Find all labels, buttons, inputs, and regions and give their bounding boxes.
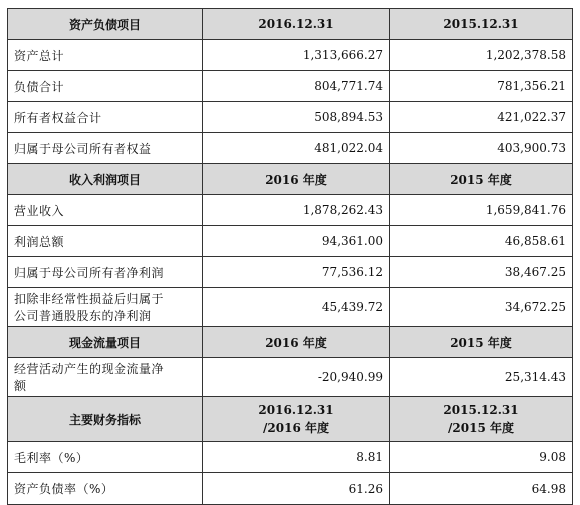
value-2015: 46,858.61 (390, 226, 573, 257)
row-label-line: 公司普通股股东的净利润 (14, 309, 152, 323)
row-label: 营业收入 (8, 195, 203, 226)
value-2015: 421,022.37 (390, 102, 573, 133)
row-label: 资产负债率（%） (8, 473, 203, 505)
table-header-row (8, 397, 573, 442)
row-label: 资产总计 (8, 40, 203, 71)
row-label-line: 经营活动产生的现金流量净 (14, 362, 165, 376)
table-row (8, 473, 573, 505)
table-row (8, 102, 573, 133)
table-row (8, 195, 573, 226)
table-header-row (8, 9, 573, 40)
row-label: 所有者权益合计 (8, 102, 203, 133)
value-2015: 38,467.25 (390, 257, 573, 288)
table-row (8, 40, 573, 71)
row-label-line: 扣除非经常性损益后归属于 (14, 292, 165, 306)
value-2016: 508,894.53 (203, 102, 390, 133)
value-2016: 1,878,262.43 (203, 195, 390, 226)
header-cell (390, 397, 573, 442)
table-row (8, 442, 573, 473)
value-2016: 45,439.72 (203, 288, 390, 327)
header-cell: 2015.12.31 (390, 9, 573, 40)
row-label-line: 额 (14, 379, 27, 393)
table-row (8, 133, 573, 164)
value-2015: 34,672.25 (390, 288, 573, 327)
value-2016: 77,536.12 (203, 257, 390, 288)
value-2016: 481,022.04 (203, 133, 390, 164)
table-row (8, 358, 573, 397)
header-cell (203, 397, 390, 442)
header-cell: 2015 年度 (390, 327, 573, 358)
header-cell: 2016 年度 (203, 164, 390, 195)
value-2015: 25,314.43 (390, 358, 573, 397)
header-cell: 资产负债项目 (8, 9, 203, 40)
value-2016: 8.81 (203, 442, 390, 473)
value-2016: 94,361.00 (203, 226, 390, 257)
row-label: 毛利率（%） (8, 442, 203, 473)
table-row (8, 226, 573, 257)
value-2016: 61.26 (203, 473, 390, 505)
value-2015: 1,659,841.76 (390, 195, 573, 226)
header-line: 2015.12.31 (443, 403, 519, 417)
table-header-row (8, 327, 573, 358)
header-cell: 2015 年度 (390, 164, 573, 195)
header-cell: 现金流量项目 (8, 327, 203, 358)
financial-summary-table (7, 8, 573, 505)
header-cell: 2016 年度 (203, 327, 390, 358)
table-row (8, 71, 573, 102)
value-2015: 9.08 (390, 442, 573, 473)
value-2015: 781,356.21 (390, 71, 573, 102)
row-label (8, 288, 203, 327)
header-line: /2016 年度 (263, 421, 329, 435)
value-2016: 804,771.74 (203, 71, 390, 102)
header-cell: 收入利润项目 (8, 164, 203, 195)
row-label: 归属于母公司所有者权益 (8, 133, 203, 164)
table-row (8, 257, 573, 288)
header-line: /2015 年度 (448, 421, 514, 435)
row-label: 归属于母公司所有者净利润 (8, 257, 203, 288)
header-line: 2016.12.31 (258, 403, 334, 417)
value-2015: 403,900.73 (390, 133, 573, 164)
row-label (8, 358, 203, 397)
value-2016: 1,313,666.27 (203, 40, 390, 71)
value-2015: 1,202,378.58 (390, 40, 573, 71)
value-2016: -20,940.99 (203, 358, 390, 397)
table-header-row (8, 164, 573, 195)
row-label: 利润总额 (8, 226, 203, 257)
row-label: 负债合计 (8, 71, 203, 102)
table-row (8, 288, 573, 327)
value-2015: 64.98 (390, 473, 573, 505)
header-cell: 2016.12.31 (203, 9, 390, 40)
header-cell: 主要财务指标 (8, 397, 203, 442)
